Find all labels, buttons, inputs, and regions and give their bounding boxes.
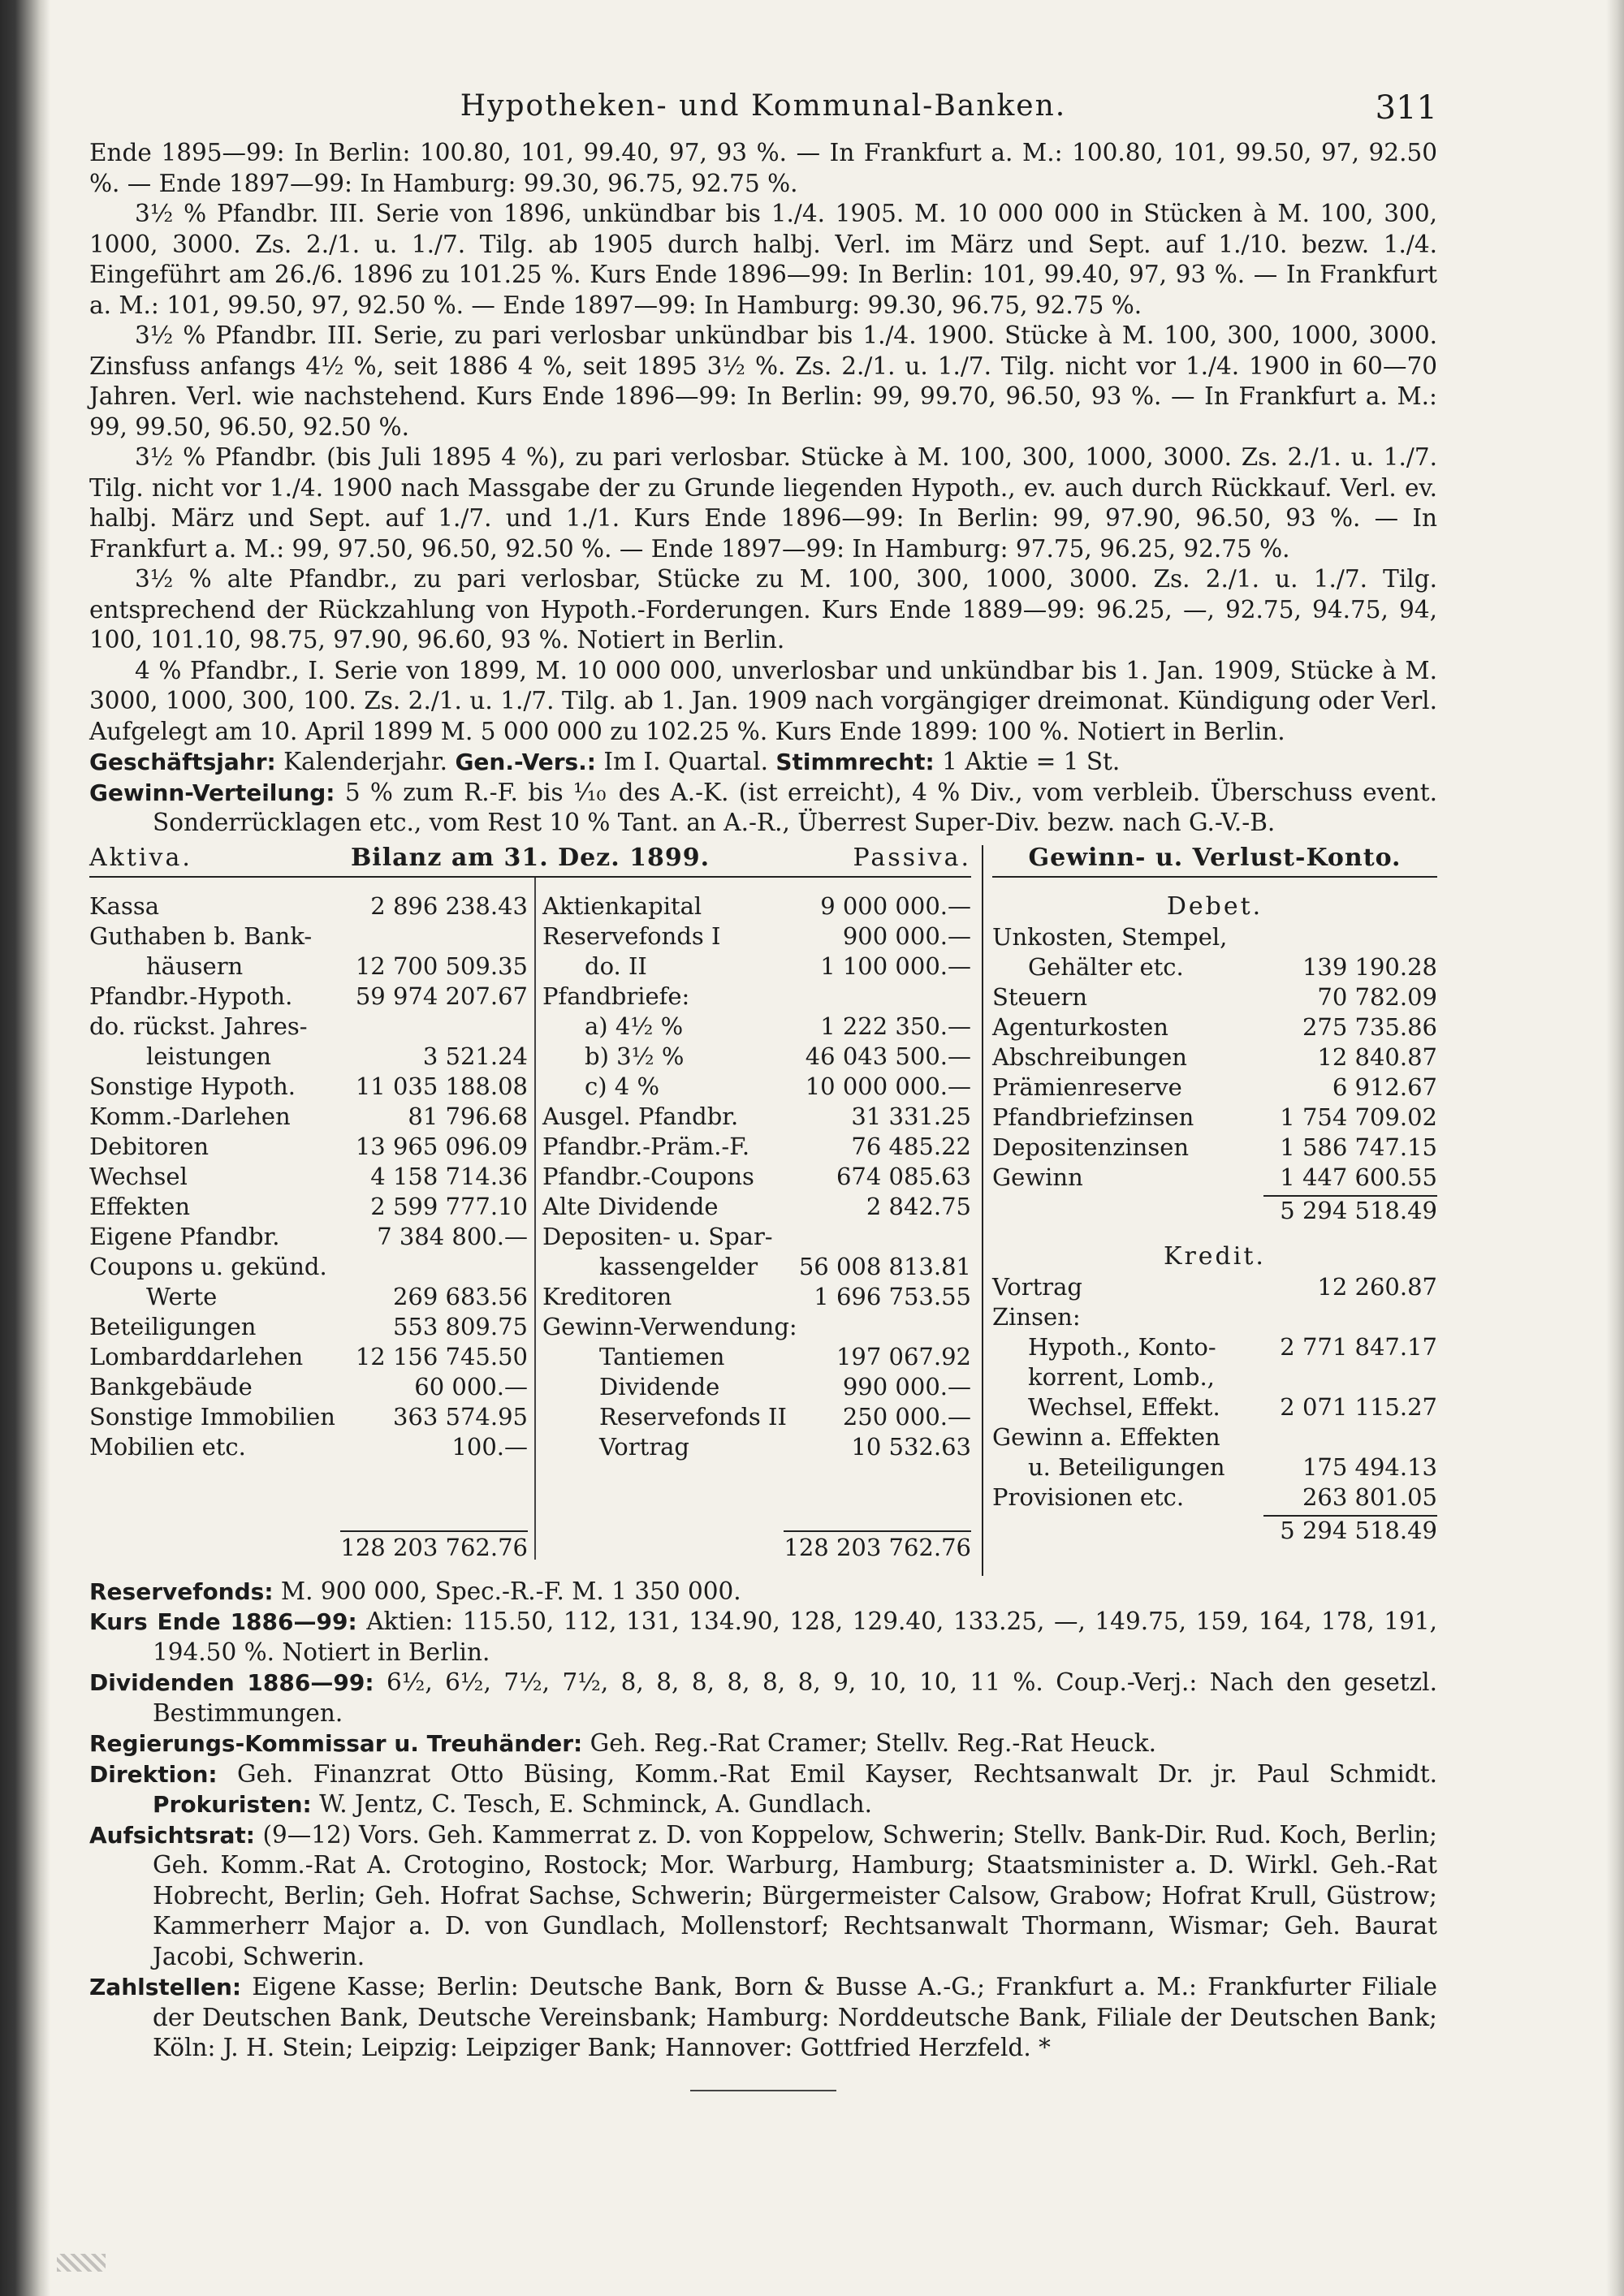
row-amount: 60 000.— — [414, 1372, 528, 1400]
paragraph: 3½ % Pfandbr. (bis Juli 1895 4 %), zu pari verlosbar. Stücke à M. 100, 300, 1000, 3000. Zs. 2./1. u. 1./7. Tilg. nicht vor 1./4. 1900 nach Massgabe der zu Grunde liegenden Hypoth., ev. auch durch Rückkauf. Verl. ev. halbj. März und Sept. auf 1./7. und 1./1. Kurs Ende 1896—99: In Berlin: 99, 97.90, 96.50, 93 %. — In Frankfurt a. M.: 99, 97.50, 96.50, 92.50 %. — Ende 1897—99: In Hamburg: 97.75, 96.25, 92.75 %. — [89, 443, 1437, 563]
row-label: Gehälter etc. — [1028, 952, 1184, 981]
row-label: do. II — [585, 952, 647, 980]
row-amount: 31 331.25 — [851, 1102, 971, 1130]
row-amount: 175 494.13 — [1302, 1452, 1437, 1481]
table-row — [992, 1363, 1437, 1393]
row-label: Vortrag — [599, 1432, 689, 1461]
fact-text: Eigene Kasse; Berlin: Deutsche Bank, Born & Busse A.-G.; Frankfurt a. M.: Frankfurter Filiale der Deutschen Bank, Deutsche Vereinsbank; Hamburg: Norddeutsche Bank, Filiale der Deutschen Bank; Köln: J. H. Stein; Leipzig: Leipziger Bank; Hannover: Gottfried Herzfeld. * — [153, 1973, 1437, 2061]
table-row — [89, 1403, 528, 1433]
row-amount: 46 043 500.— — [805, 1042, 971, 1070]
balance-title: Bilanz am 31. Dez. 1899. — [350, 843, 710, 872]
row-label: a) 4½ % — [585, 1012, 684, 1040]
row-label: Agenturkosten — [992, 1012, 1168, 1041]
row-label: Komm.-Darlehen — [89, 1102, 291, 1130]
debit-title: Debet. — [1166, 891, 1263, 921]
row-label: Pfandbriefe: — [542, 982, 690, 1010]
credit-total-row — [992, 1513, 1437, 1546]
table-row — [992, 983, 1437, 1013]
row-amount: 6 912.67 — [1332, 1072, 1437, 1101]
row-amount: 1 754 709.02 — [1280, 1103, 1437, 1131]
table-row — [542, 1103, 971, 1133]
row-label: do. rückst. Jahres- — [89, 1012, 308, 1040]
row-label: Coupons u. gekünd. — [89, 1252, 327, 1280]
table-row — [542, 1163, 971, 1193]
row-amount: 1 222 350.— — [820, 1012, 971, 1040]
table-row — [992, 1013, 1437, 1043]
fact-label: Gewinn-Verteilung: — [89, 779, 335, 806]
pl-header — [992, 842, 1437, 878]
table-divider — [982, 845, 983, 1576]
fact-label: Aufsichtsrat: — [89, 1821, 255, 1849]
table-row — [542, 982, 971, 1012]
bottom-facts — [89, 1577, 1437, 2100]
row-label: c) 4 % — [585, 1072, 659, 1100]
table-row — [542, 1403, 971, 1433]
balance-totals — [89, 1530, 971, 1563]
row-label: Reservefonds II — [599, 1402, 787, 1431]
fact-line — [89, 778, 1437, 839]
table-row — [542, 1133, 971, 1163]
row-amount: 250 000.— — [842, 1402, 971, 1431]
row-label: Guthaben b. Bank- — [89, 921, 313, 950]
table-row — [542, 1433, 971, 1463]
fact-text: (9—12) Vors. Geh. Kammerrat z. D. von Koppelow, Schwerin; Stellv. Bank-Dir. Rud. Koch, Berlin; Geh. Komm.-Rat A. Crotogino, Rostock; Mor. Warburg, Hamburg; Staatsminister a. D. Wirkl. Geh.-Rat Hobrecht, Berlin; Geh. Hofrat Sachse, Schwerin; Bürgermeister Calsow, Grabow; Hofrat Krull, Güstrow; Kammerherr Major a. D. von Gundlach, Mollenstorf; Rechtsanwalt Thormann, Wismar; Geh. Baurat Jacobi, Schwerin. — [153, 1820, 1437, 1970]
row-amount: 12 156 745.50 — [355, 1342, 528, 1370]
row-label: Bankgebäude — [89, 1372, 253, 1400]
table-row — [542, 1313, 971, 1343]
table-row — [542, 1343, 971, 1373]
table-row — [89, 1283, 528, 1313]
row-amount: 553 809.75 — [392, 1312, 528, 1340]
row-amount: 263 801.05 — [1302, 1482, 1437, 1511]
fact-text: Geh. Reg.-Rat Cramer; Stellv. Reg.-Rat Heuck. — [590, 1729, 1157, 1757]
paragraph: 3½ % Pfandbr. III. Serie, zu pari verlosbar unkündbar bis 1./4. 1900. Stücke à M. 100, 300, 1000, 3000. Zinsfuss anfangs 4½ %, seit 1886 4 %, seit 1895 3½ %. Zs. 2./1. u. 1./7. Tilg. nicht vor 1./4. 1900 in 60—70 Jahren. Verl. wie nachstehend. Kurs Ende 1896—99: In Berlin: 99, 99.70, 96.50, 93 %. — In Frankfurt a. M.: 99, 99.50, 96.50, 92.50 %. — [89, 322, 1437, 441]
fact-line — [89, 1759, 1437, 1820]
row-amount: 2 896 238.43 — [370, 891, 528, 920]
pl-body — [992, 892, 1437, 1546]
row-amount: 81 796.68 — [408, 1102, 528, 1130]
table-row — [992, 1423, 1437, 1453]
row-amount: 2 599 777.10 — [370, 1192, 528, 1220]
fact-label: Prokuristen: — [153, 1791, 312, 1818]
scan-binding-edge — [0, 0, 50, 2296]
row-label: korrent, Lomb., — [1028, 1362, 1215, 1391]
balance-header — [89, 842, 971, 878]
table-row — [89, 1193, 528, 1223]
row-label: leistungen — [146, 1042, 272, 1070]
aktiva-column — [89, 892, 528, 1463]
table-row — [542, 922, 971, 952]
row-amount: 139 190.28 — [1302, 952, 1437, 981]
row-amount: 12 700 509.35 — [355, 952, 528, 980]
fact-line — [89, 1728, 1437, 1759]
table-row — [992, 1333, 1437, 1363]
total-passiva: 128 203 762.76 — [784, 1530, 971, 1561]
fact-text: Aktien: 115.50, 112, 131, 134.90, 128, 129.40, 133.25, —, 149.75, 159, 164, 178, 191, 194.50 %. Notiert in Berlin. — [153, 1608, 1437, 1666]
document-page — [89, 81, 1437, 2099]
table-row — [992, 1043, 1437, 1073]
fact-label: Geschäftsjahr: — [89, 749, 276, 775]
row-label: Gewinn a. Effekten — [992, 1422, 1220, 1451]
table-row — [542, 1373, 971, 1403]
table-row — [992, 1483, 1437, 1513]
running-head — [89, 81, 1437, 138]
row-label: Lombarddarlehen — [89, 1342, 304, 1370]
fact-line — [89, 1577, 1437, 1608]
row-amount: 1 447 600.55 — [1280, 1163, 1437, 1191]
fact-text: Kalenderjahr. — [283, 748, 456, 775]
row-label: Tantiemen — [599, 1342, 725, 1370]
table-row — [992, 1133, 1437, 1163]
paragraph: 3½ % alte Pfandbr., zu pari verlosbar, Stücke zu M. 100, 300, 1000, 3000. Zs. 2./1. u. 1./7. Tilg. entsprechend der Rückzahlung von Hypoth.-Forderungen. Kurs Ende 1889—99: 96.25, —, 92.75, 94.75, 94, 100, 101.10, 98.75, 97.90, 96.60, 93 %. Notiert in Berlin. — [89, 565, 1437, 654]
credit-title: Kredit. — [1164, 1241, 1266, 1271]
row-amount: 9 000 000.— — [820, 891, 971, 920]
credit-list — [992, 1273, 1437, 1513]
row-label: Unkosten, Stempel, — [992, 922, 1228, 951]
paragraph: 4 % Pfandbr., I. Serie von 1899, M. 10 000 000, unverlosbar und unkündbar bis 1. Jan. 1909, Stücke à M. 3000, 1000, 300, 100. Zs. 2./1. u. 1./7. Tilg. ab 1. Jan. 1909 nach vorgängiger dreimonat. Kündigung oder Verl. Aufgelegt am 10. April 1899 M. 5 000 000 zu 102.25 %. Kurs Ende 1899: 100 %. Notiert in Berlin. — [89, 656, 1437, 745]
row-label: Alte Dividende — [542, 1192, 719, 1220]
fact-text: 5 % zum R.-F. bis ⅒ des A.-K. (ist erreicht), 4 % Div., vom verbleib. Überschuss event. Sonderrücklagen etc., vom Rest 10 % Tant. an A.-R., Überrest Super-Div. bezw. nach G.-V.-B. — [153, 778, 1437, 836]
table-row — [992, 1453, 1437, 1483]
aktiva-header: Aktiva. — [89, 843, 192, 872]
row-label: Depositen- u. Spar- — [542, 1222, 773, 1250]
row-label: Pfandbr.-Präm.-F. — [542, 1132, 750, 1160]
scan-artifact — [57, 2254, 106, 2272]
row-amount: 2 842.75 — [866, 1192, 971, 1220]
debit-total: 5 294 518.49 — [1263, 1195, 1437, 1224]
table-row — [992, 923, 1437, 953]
row-amount: 7 384 800.— — [377, 1222, 528, 1250]
table-row — [992, 953, 1437, 983]
row-label: Aktienkapital — [542, 891, 702, 920]
row-amount: 674 085.63 — [836, 1162, 971, 1190]
row-label: Gewinn-Verwendung: — [542, 1312, 797, 1340]
table-row — [89, 1433, 528, 1463]
row-label: Dividende — [599, 1372, 720, 1400]
row-amount: 269 683.56 — [392, 1282, 528, 1310]
row-amount: 197 067.92 — [836, 1342, 971, 1370]
table-row — [542, 952, 971, 982]
scan-right-edge — [1606, 0, 1624, 2296]
fact-label: Zahlstellen: — [89, 1974, 242, 2000]
row-amount: 76 485.22 — [851, 1132, 971, 1160]
row-label: Depositenzinsen — [992, 1133, 1190, 1161]
row-label: Steuern — [992, 982, 1088, 1011]
row-label: Sonstige Hypoth. — [89, 1072, 296, 1100]
fact-text: Geh. Finanzrat Otto Büsing, Komm.-Rat Emil Kayser, Rechtsanwalt Dr. jr. Paul Schmidt. — [236, 1759, 1437, 1788]
table-row — [542, 1042, 971, 1072]
row-label: Gewinn — [992, 1163, 1083, 1191]
row-label: u. Beteiligungen — [1028, 1452, 1225, 1481]
table-row — [89, 1343, 528, 1373]
running-title: Hypotheken- und Kommunal-Banken. — [460, 89, 1067, 123]
row-label: Pfandbriefzinsen — [992, 1103, 1194, 1131]
debit-total-row — [992, 1193, 1437, 1226]
row-label: häusern — [146, 952, 244, 980]
balance-columns — [89, 892, 971, 1542]
table-row — [89, 1223, 528, 1253]
row-label: Zinsen: — [992, 1302, 1081, 1331]
table-row — [992, 1303, 1437, 1333]
row-amount: 10 000 000.— — [805, 1072, 971, 1100]
total-aktiva: 128 203 762.76 — [340, 1530, 528, 1561]
row-label: Mobilien etc. — [89, 1432, 246, 1461]
table-row — [89, 1012, 528, 1042]
row-amount: 900 000.— — [842, 921, 971, 950]
row-amount: 13 965 096.09 — [355, 1132, 528, 1160]
table-row — [992, 1393, 1437, 1423]
row-amount: 11 035 188.08 — [355, 1072, 528, 1100]
profit-loss-account — [992, 842, 1437, 1577]
row-label: Provisionen etc. — [992, 1482, 1185, 1511]
column-divider — [534, 878, 536, 1560]
row-label: Kassa — [89, 891, 160, 920]
row-amount: 70 782.09 — [1317, 982, 1437, 1011]
fact-label: Reservefonds: — [89, 1577, 274, 1605]
table-row — [992, 1103, 1437, 1133]
row-amount: 1 100 000.— — [820, 952, 971, 980]
debit-list — [992, 923, 1437, 1193]
table-row — [89, 1313, 528, 1343]
row-amount: 12 260.87 — [1317, 1272, 1437, 1301]
financial-tables — [89, 842, 1437, 1577]
row-label: Pfandbr.-Coupons — [542, 1162, 754, 1190]
paragraph: Ende 1895—99: In Berlin: 100.80, 101, 99.40, 97, 93 %. — In Frankfurt a. M.: 100.80, 101, 99.50, 97, 92.50 %. — Ende 1897—99: In Hamburg: 99.30, 96.75, 92.75 %. — [89, 139, 1437, 197]
row-label: Ausgel. Pfandbr. — [542, 1102, 739, 1130]
body-text — [89, 138, 1437, 839]
fact-label: Regierungs-Kommissar u. Treuhänder: — [89, 1730, 583, 1757]
row-label: Sonstige Immobilien — [89, 1402, 335, 1431]
row-label: Pfandbr.-Hypoth. — [89, 982, 293, 1010]
row-amount: 4 158 714.36 — [370, 1162, 528, 1190]
row-amount: 1 586 747.15 — [1280, 1133, 1437, 1161]
table-row — [542, 1072, 971, 1103]
table-row — [542, 1253, 971, 1283]
fact-text: 6½, 6½, 7½, 7½, 8, 8, 8, 8, 8, 8, 9, 10, 10, 11 %. Coup.-Verj.: Nach den gesetzl. Bestimmungen. — [153, 1668, 1437, 1727]
fact-line — [89, 1820, 1437, 1973]
fact-text: W. Jentz, C. Tesch, E. Schminck, A. Gundlach. — [319, 1790, 872, 1818]
fact-line — [89, 1972, 1437, 2064]
passiva-header: Passiva. — [853, 843, 971, 872]
row-label: Werte — [146, 1282, 218, 1310]
fact-label: Dividenden 1886—99: — [89, 1669, 374, 1696]
table-row — [89, 1042, 528, 1072]
table-row — [89, 922, 528, 952]
table-row — [992, 1163, 1437, 1193]
row-amount: 12 840.87 — [1317, 1042, 1437, 1071]
row-amount: 56 008 813.81 — [798, 1252, 971, 1280]
row-label: Wechsel — [89, 1162, 188, 1190]
fact-text: M. 900 000, Spec.-R.-F. M. 1 350 000. — [280, 1577, 741, 1605]
row-label: Wechsel, Effekt. — [1028, 1392, 1220, 1421]
row-amount: 2 771 847.17 — [1280, 1332, 1437, 1361]
credit-total: 5 294 518.49 — [1263, 1515, 1437, 1544]
row-amount: 2 071 115.27 — [1280, 1392, 1437, 1421]
fact-label: Kurs Ende 1886—99: — [89, 1608, 357, 1635]
fact-line — [89, 747, 1437, 778]
table-row — [89, 892, 528, 922]
passiva-column — [542, 892, 971, 1463]
row-label: Reservefonds I — [542, 921, 721, 950]
row-amount: 3 521.24 — [422, 1042, 528, 1070]
row-label: Beteiligungen — [89, 1312, 257, 1340]
row-label: Prämienreserve — [992, 1072, 1182, 1101]
table-row — [992, 1073, 1437, 1103]
row-label: Vortrag — [992, 1272, 1082, 1301]
table-row — [89, 952, 528, 982]
row-label: b) 3½ % — [585, 1042, 685, 1070]
row-label: Abschreibungen — [992, 1042, 1187, 1071]
row-label: Kreditoren — [542, 1282, 672, 1310]
row-amount: 275 735.86 — [1302, 1012, 1437, 1041]
table-row — [89, 1163, 528, 1193]
fact-label: Gen.-Vers.: — [455, 749, 597, 775]
row-amount: 990 000.— — [842, 1372, 971, 1400]
table-row — [89, 1103, 528, 1133]
table-row — [89, 982, 528, 1012]
table-row — [89, 1373, 528, 1403]
table-row — [542, 1012, 971, 1042]
row-amount: 363 574.95 — [392, 1402, 528, 1431]
table-row — [542, 1193, 971, 1223]
row-label: Hypoth., Konto- — [1028, 1332, 1216, 1361]
fact-label: Stimmrecht: — [775, 749, 935, 775]
table-row — [89, 1253, 528, 1283]
fact-text: Im I. Quartal. — [603, 748, 776, 775]
paragraph: 3½ % Pfandbr. III. Serie von 1896, unkündbar bis 1./4. 1905. M. 10 000 000 in Stücken à M. 100, 300, 1000, 3000. Zs. 2./1. u. 1./7. Tilg. ab 1905 durch halbj. Verl. im März und Sept. auf 1./10. bezw. 1./4. Eingeführt am 26./6. 1896 zu 101.25 %. Kurs Ende 1896—99: In Berlin: 101, 99.40, 97, 93 %. — In Frankfurt a. M.: 101, 99.50, 97, 92.50 %. — Ende 1897—99: In Hamburg: 99.30, 96.75, 92.75 %. — [89, 200, 1437, 319]
row-label: Debitoren — [89, 1132, 209, 1160]
row-amount: 10 532.63 — [851, 1432, 971, 1461]
fact-label: Direktion: — [89, 1760, 218, 1788]
page-number: 311 — [1375, 89, 1437, 127]
table-row — [89, 1072, 528, 1103]
row-label: Effekten — [89, 1192, 191, 1220]
table-row — [542, 892, 971, 922]
table-row — [992, 1273, 1437, 1303]
table-row — [542, 1223, 971, 1253]
table-row — [542, 1283, 971, 1313]
row-amount: 1 696 753.55 — [814, 1282, 971, 1310]
fact-line — [89, 1668, 1437, 1728]
pl-title: Gewinn- u. Verlust-Konto. — [1028, 843, 1402, 872]
table-row — [89, 1133, 528, 1163]
row-amount: 100.— — [451, 1432, 528, 1461]
balance-sheet — [89, 842, 971, 1577]
end-rule — [89, 2069, 1437, 2100]
fact-line — [89, 1607, 1437, 1668]
row-amount: 59 974 207.67 — [355, 982, 528, 1010]
row-label: kassengelder — [599, 1252, 758, 1280]
row-label: Eigene Pfandbr. — [89, 1222, 280, 1250]
fact-text: 1 Aktie = 1 St. — [942, 748, 1121, 775]
